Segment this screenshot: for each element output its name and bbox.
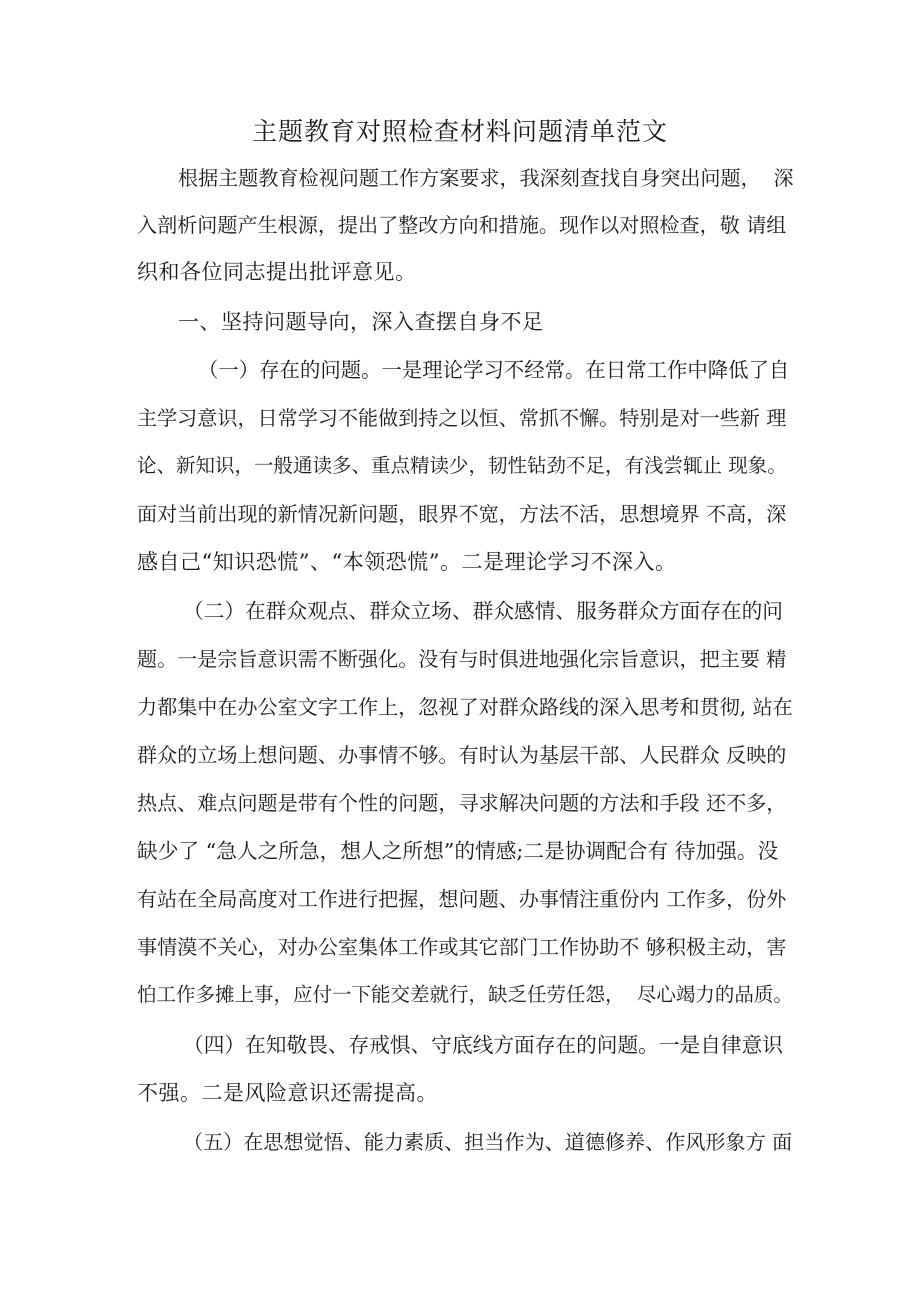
paragraph-line: 怕工作多摊上事，应付一下能交差就行，缺乏任劳任怨， 尽心竭力的品质。: [137, 983, 793, 1006]
paragraph-line: 主学习意识，日常学习不能做到持之以恒、常抓不懈。特别是对一些新 理: [137, 406, 787, 430]
paragraph-line: 织和各位同志提出批评意见。: [137, 260, 417, 284]
paragraph-line: 不强。二是风险意识还需提高。: [137, 1081, 438, 1105]
paragraph-line: 根据主题教育检视问题工作方案要求，我深刻查找自身突出问题， 深: [178, 166, 794, 190]
paragraph-line: 事情漠不关心，对办公室集体工作或其它部门工作协助不 够积极主动，害: [137, 935, 787, 959]
paragraph-line: 缺少了 “急人之所急，想人之所想”的情感;二是协调配合有 待加强。没: [137, 839, 779, 863]
paragraph-line: （二）在群众观点、群众立场、群众感情、服务群众方面存在的问: [183, 599, 783, 623]
paragraph-line: 群众的立场上想问题、办事情不够。有时认为基层干部、人民群众 反映的: [137, 743, 787, 767]
document-title: 主题教育对照检查材料问题清单范文: [251, 117, 668, 146]
section-heading: 一、坚持问题导向，深入查摆自身不足: [178, 310, 544, 334]
paragraph-line: （一）存在的问题。一是理论学习不经常。在日常工作中降低了自: [198, 358, 790, 382]
paragraph-line: 入剖析问题产生根源，提出了整改方向和措施。现作以对照检查，敬 请组: [137, 213, 787, 237]
paragraph-line: （五）在思想觉悟、能力素质、担当作为、道德修养、作风形象方 面: [183, 1130, 793, 1154]
paragraph-line: 论、新知识，一般通读多、重点精读少，韧性钻劲不足，有浅尝辄止 现象。: [137, 454, 787, 477]
paragraph-line: 热点、难点问题是带有个性的问题，寻求解决问题的方法和手段 还不多，: [137, 791, 787, 815]
paragraph-line: 有站在全局高度对工作进行把握，想问题、办事情注重份内 工作多，份外: [137, 887, 787, 911]
paragraph-line: 题。一是宗旨意识需不断强化。没有与时俱进地强化宗旨意识，把主要 精: [137, 647, 787, 671]
paragraph-line: 面对当前出现的新情况新问题，眼界不宽，方法不活，思想境界 不高，深: [137, 502, 787, 526]
paragraph-line: 力都集中在办公室文字工作上，忽视了对群众路线的深入思考和贯彻, 站在: [137, 695, 793, 719]
paragraph-line: （四）在知敬畏、存戒惧、守底线方面存在的问题。一是自律意识: [183, 1033, 783, 1057]
paragraph-line: 感自己“知识恐慌”、“本领恐慌”。二是理论学习不深入。: [137, 550, 677, 574]
